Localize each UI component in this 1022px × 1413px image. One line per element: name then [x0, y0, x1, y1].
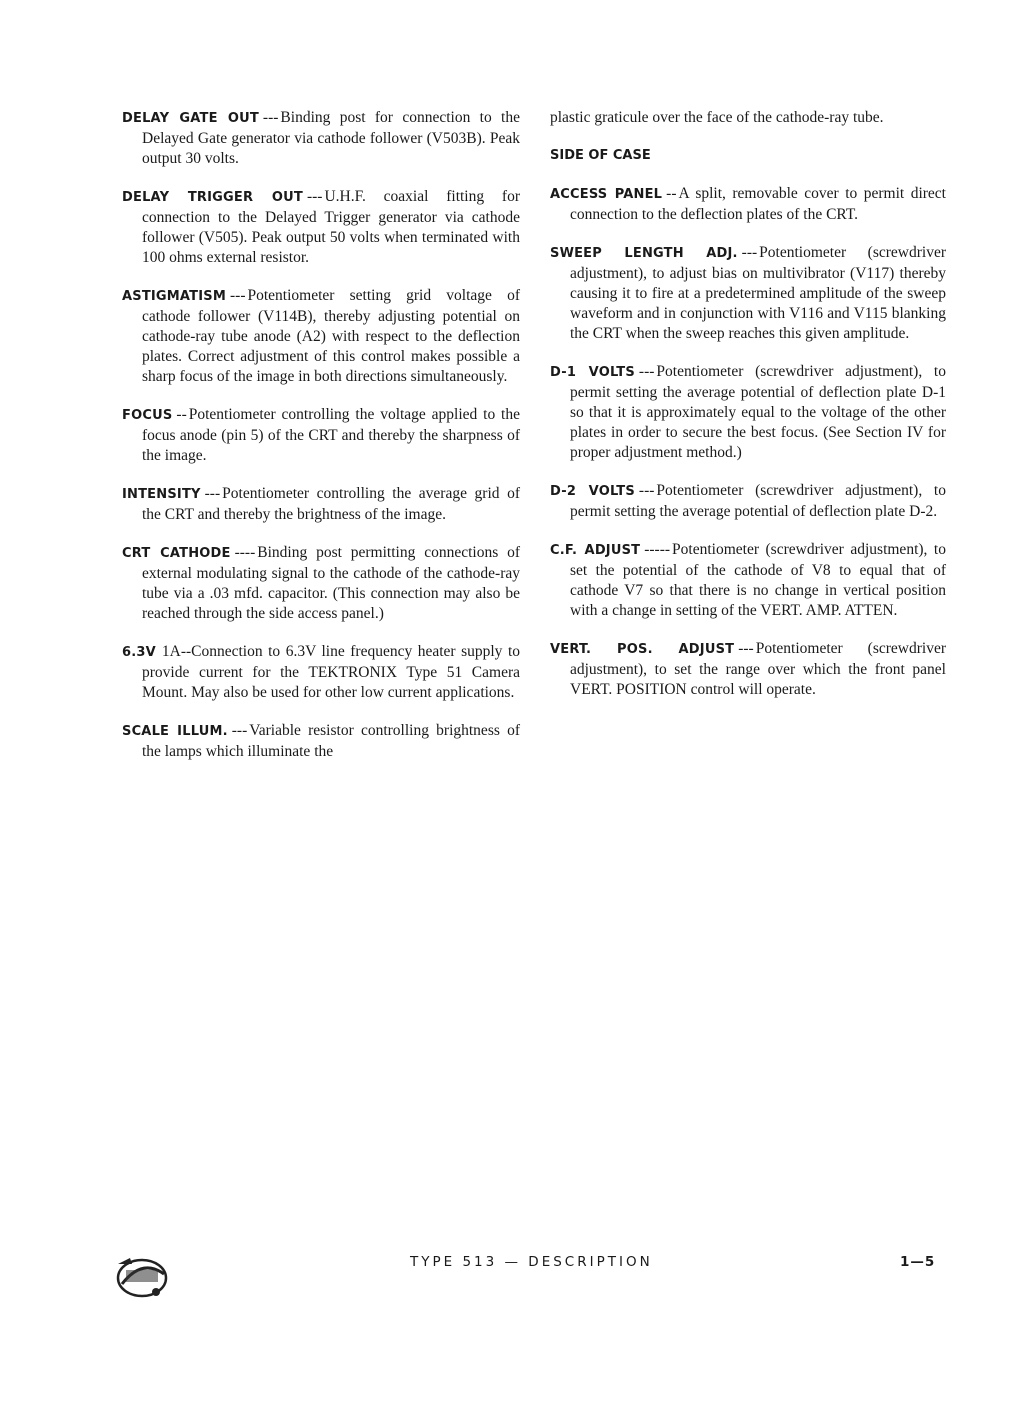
entry-text: 1A--Connection to 6.3V line frequency heater supply to provide current for the TEKTRONIX Type 51 Camera Mount. May also be used for other low current applications.: [142, 643, 520, 701]
entry-text: Potentiometer (screwdriver adjustment), to permit setting the average potential of deflection plate D-1 so that it is approximately equal to the voltage of the other plates in order to secure the best focus. (See Section IV for proper adjustment method.): [570, 363, 946, 461]
entry-separator: ---: [204, 485, 221, 502]
entry-delay-gate-out: [122, 108, 520, 169]
entry-focus: [122, 405, 520, 466]
entry-text: Potentiometer (screwdriver adjustment), to set the potential of the cathode of V8 to equal that of cathode V7 so that there is no change in vertical position with a change in setting of the VERT. AMP. ATTEN.: [570, 541, 946, 619]
entry-continuation: plastic graticule over the face of the cathode-ray tube.: [550, 109, 884, 126]
entry-astigmatism: [122, 286, 520, 387]
entry-separator: ---: [638, 363, 655, 380]
entry-separator: ---: [231, 722, 248, 739]
right-column: [550, 108, 946, 718]
entry-text: Potentiometer (screwdriver adjustment), to permit setting the average potential of deflection plate D-2.: [570, 482, 946, 520]
entry-text: Variable resistor controlling brightness of the lamps which illuminate the: [142, 722, 520, 760]
entry-separator: ---: [306, 188, 323, 205]
entry-sweep-length-adj: [550, 243, 946, 344]
entry-text: Potentiometer (screwdriver adjustment), to adjust bias on multivibrator (V117) thereby causing it to fire at a predetermined amplitude of the sweep waveform and in conjunction with V116 and V115 blanking the CRT when the sweep reaches this given amplitude.: [570, 244, 946, 342]
entry-term: C.F. ADJUST: [550, 543, 641, 558]
entry-term: CRT CATHODE: [122, 546, 231, 561]
entry-separator: ---: [738, 640, 754, 657]
entry-text: Potentiometer controlling the average grid of the CRT and thereby the brightness of the image.: [142, 485, 520, 523]
entry-scale-illum: [122, 721, 520, 762]
entry-term: ACCESS PANEL: [550, 187, 663, 202]
entry-separator: ---: [262, 109, 279, 126]
entry-d1-volts: [550, 362, 946, 463]
entry-term: SCALE ILLUM.: [122, 724, 228, 739]
entry-term: VERT. POS. ADJUST: [550, 642, 735, 657]
entry-intensity: [122, 484, 520, 525]
entry-d2-volts: [550, 481, 946, 522]
entry-term: ASTIGMATISM: [122, 289, 226, 304]
entry-term: D-1 VOLTS: [550, 365, 635, 380]
entry-text: U.H.F. coaxial fitting for connection to the Delayed Trigger generator via cathode follower (V505). Peak output 50 volts when terminated with 100 ohms external resistor.: [142, 188, 521, 266]
entry-cf-adjust: [550, 540, 946, 621]
entry-term: FOCUS: [122, 408, 173, 423]
entry-separator: ----: [234, 544, 256, 561]
entry-term: D-2 VOLTS: [550, 484, 635, 499]
entry-text: Binding post for connection to the Delayed Gate generator via cathode follower (V503B). Peak output 30 volts.: [142, 109, 520, 167]
entry-separator: ---: [230, 287, 246, 304]
entry-separator: --: [666, 185, 677, 202]
page-footer: [0, 1254, 1022, 1284]
entry-text: Potentiometer (screwdriver adjustment), to set the range over which the front panel VERT. POSITION control will operate.: [570, 640, 946, 698]
entry-term: INTENSITY: [122, 487, 201, 502]
entry-6-3v: [122, 642, 520, 703]
entry-separator: ---: [638, 482, 655, 499]
footer-title: TYPE 513 — DESCRIPTION: [410, 1254, 653, 1270]
entry-vert-pos-adjust: [550, 639, 946, 700]
entry-crt-cathode: [122, 543, 520, 624]
entry-text: A split, removable cover to permit direct connection to the deflection plates of the CRT.: [570, 185, 946, 223]
entry-access-panel: [550, 184, 946, 225]
entry-separator: ---: [741, 244, 758, 261]
entry-text: Potentiometer setting grid voltage of cathode follower (V114B), thereby adjusting potential on cathode-ray tube anode (A2) with respect to the deflection plates. Correct adjustment of this control makes possible a sharp focus of the image in both directions simultaneously.: [142, 287, 520, 385]
entry-separator: --: [176, 406, 187, 423]
entry-term: DELAY GATE OUT: [122, 111, 259, 126]
entry-term: SWEEP LENGTH ADJ.: [550, 246, 738, 261]
entry-text: Potentiometer controlling the voltage applied to the focus anode (pin 5) of the CRT and thereby the sharpness of the image.: [142, 406, 520, 464]
entry-text: Binding post permitting connections of external modulating signal to the cathode of the cathode-ray tube via a .03 mfd. capacitor. (This connection may also be reached through the side access panel.): [142, 544, 520, 622]
page-number: 1—5: [900, 1254, 936, 1270]
left-column: [122, 108, 520, 780]
entry-term: 6.3V: [122, 645, 156, 660]
section-heading-side-of-case: SIDE OF CASE: [550, 148, 651, 163]
entry-delay-trigger-out: [122, 187, 520, 268]
entry-separator: -----: [644, 541, 671, 558]
entry-term: DELAY TRIGGER OUT: [122, 190, 303, 205]
